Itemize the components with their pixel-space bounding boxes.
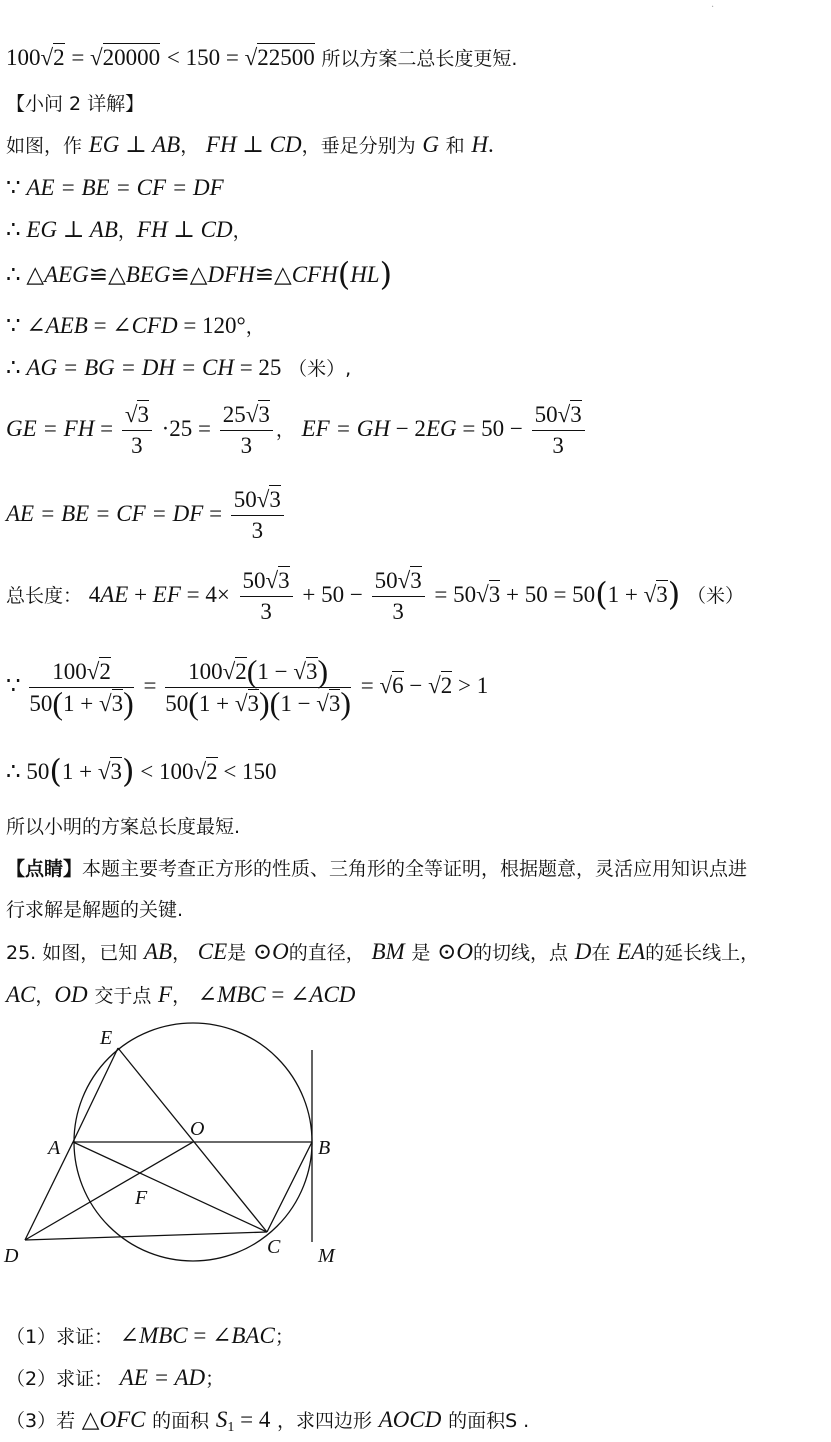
unit-text: （米） <box>686 585 744 607</box>
label-o: O <box>190 1118 205 1140</box>
text-segment: ，垂足分别为 <box>301 135 416 157</box>
ge-fh-line: GE = FH = $\frac{√3}{3}$ ·25 = $\frac{25√3}{3}$ ， EF = GH − 2EG = 50 − $\frac{50√3}{3}$ <box>6 398 588 461</box>
comment-text: 本题主要考查正方形的性质、三角形的全等证明，根据题意，灵活应用知识点进 <box>82 858 748 880</box>
comment-line-2: 行求解是解题的关键. <box>6 899 184 921</box>
ratio-line: ∵ $\frac{100√2}{50(1 + √3)}$ = $\frac{100√2(1 - √3)}{50(1 + √3)(1 - √3)}$ = √6 − √2 > 1 <box>6 653 489 721</box>
text-segment: （3）若 <box>6 1410 76 1432</box>
text-segment: 是 <box>411 942 431 964</box>
length-line: ∴ AG = BG = DH = CH = 25 （米）, <box>6 355 352 380</box>
text-segment: 交于点 <box>94 985 152 1007</box>
congruence-line: ∴ △AEG≌△BEG≌△DFH≌△CFH(HL) <box>6 255 393 293</box>
question-label: （2）求证： <box>6 1368 114 1390</box>
final-conclusion: 所以小明的方案总长度最短. <box>6 816 241 838</box>
label-f: F <box>135 1187 148 1209</box>
comment-line <box>6 854 747 883</box>
page-mark: · <box>711 2 715 13</box>
angle-line: ∵ ∠AEB = ∠CFD = 120°， <box>6 313 265 338</box>
question-3: （3）若 △OFC 的面积 S1 = 4 ，求四边形 AOCD 的面积S . <box>6 1407 530 1435</box>
geometry-figure <box>0 1020 360 1270</box>
text-segment: 的面积 <box>152 1410 210 1432</box>
text-segment: 是 <box>227 942 247 964</box>
construction-line: 如图，作 EG ⊥ AB， FH ⊥ CD，垂足分别为 G 和 H. <box>6 132 494 157</box>
conclusion-text: 所以方案二总长度更短. <box>321 48 518 70</box>
text-segment: 如图，作 <box>6 135 83 157</box>
label-text: 总长度： <box>6 585 83 607</box>
problem-statement: 25. 如图，已知 AB， CE是 ⊙O的直径， BM 是 ⊙O的切线，点 D在 EA的延长线上， <box>6 939 760 964</box>
total-length-line: 总长度： 4AE + EF = 4× $\frac{50√3}{3}$ + 50 − $\frac{50√3}{3}$ = 50√3 + 50 = 50(1 + √3) （米） <box>6 568 744 624</box>
segment-ae <box>73 1048 118 1142</box>
text-segment: ，求四边形 <box>277 1410 373 1432</box>
segment-bc <box>267 1142 312 1232</box>
question-label: （1）求证： <box>6 1326 114 1348</box>
text-segment: 在 <box>591 942 611 964</box>
comment-tag: 【点睛】 <box>6 858 83 880</box>
problem-statement-2: AC，OD 交于点 F， ∠MBC = ∠ACD <box>6 982 356 1007</box>
text-segment: 的切线，点 <box>472 942 568 964</box>
because-line: ∵ AE = BE = CF = DF <box>6 175 224 200</box>
label-m: M <box>318 1245 335 1267</box>
section-heading: 【小问 2 详解】 <box>6 93 145 115</box>
text-segment: 的直径， <box>288 942 365 964</box>
label-a: A <box>48 1137 61 1159</box>
label-c: C <box>267 1236 281 1258</box>
label-d: D <box>4 1245 19 1267</box>
line-inequality: 100√2 = √20000 < 150 = √22500 所以方案二总长度更短. <box>6 45 518 70</box>
ae-value-line: AE = BE = CF = DF = $\frac{50√3}{3}$ <box>6 483 287 546</box>
text-segment: 和 <box>445 135 465 157</box>
label-b: B <box>318 1137 331 1159</box>
segment-dc <box>25 1232 267 1240</box>
text-segment: 25. 如图，已知 <box>6 942 138 964</box>
therefore-line: ∴ EG ⊥ AB，FH ⊥ CD， <box>6 217 252 242</box>
text-segment: 的面积S . <box>448 1410 530 1432</box>
question-2: （2）求证： AE = AD； <box>6 1365 225 1390</box>
compare-line: ∴ 50(1 + √3) < 100√2 < 150 <box>6 752 277 790</box>
question-1: （1）求证： ∠MBC = ∠BAC； <box>6 1323 294 1348</box>
text-segment: 的延长线上， <box>645 942 760 964</box>
unit-text: （米）, <box>288 358 352 380</box>
label-e: E <box>100 1027 113 1049</box>
